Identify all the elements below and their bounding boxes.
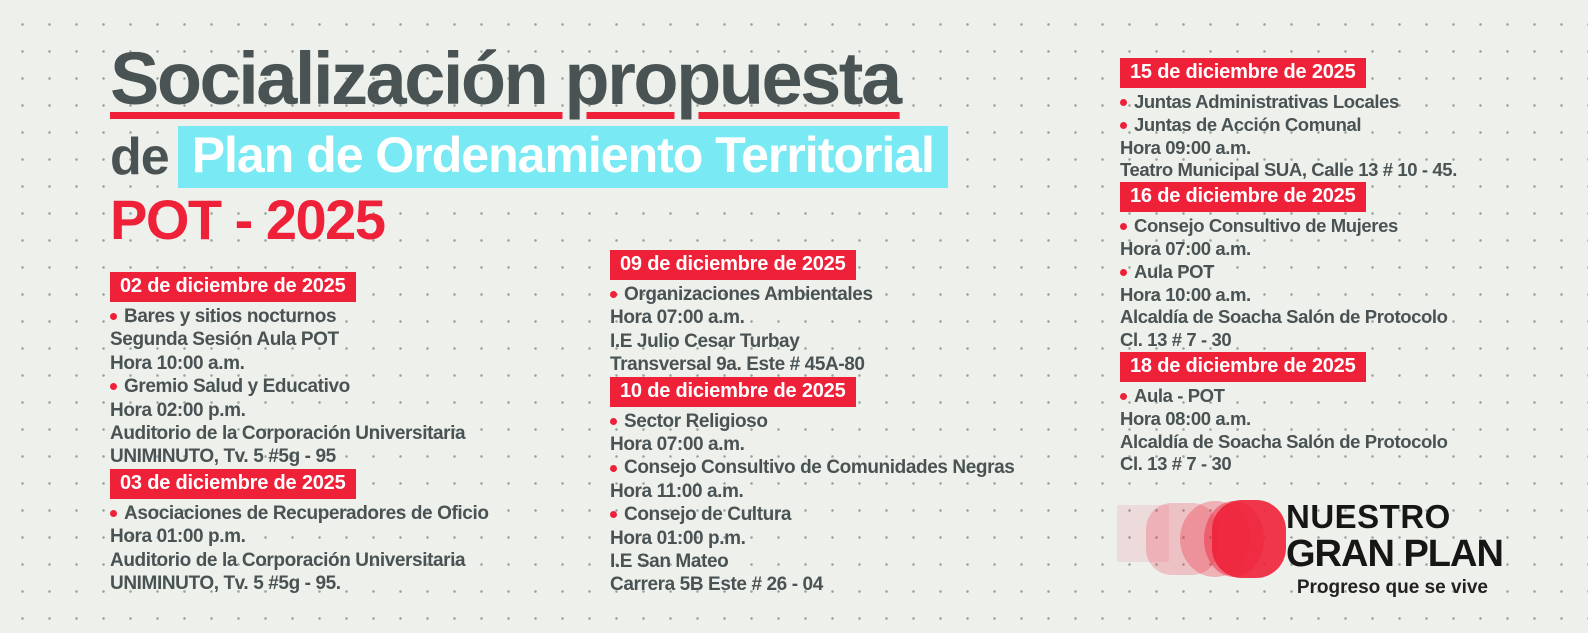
schedule-line xyxy=(1120,385,1575,408)
schedule-line xyxy=(1120,91,1575,114)
bullet-icon xyxy=(1120,99,1127,106)
poster-subtitle xyxy=(110,126,948,188)
subtitle-highlight: Plan de Ordenamiento Territorial xyxy=(178,126,948,188)
schedule-line xyxy=(610,527,1090,550)
schedule-line xyxy=(1120,408,1575,431)
schedule-block-dec03 xyxy=(110,469,590,596)
line-text: Sector Religioso xyxy=(624,410,768,432)
line-text: Cl. 13 # 7 - 30 xyxy=(1120,329,1232,351)
line-text: Alcaldía de Soacha Salón de Protocolo xyxy=(1120,430,1448,452)
logo-nuestro-gran-plan xyxy=(1100,493,1503,608)
schedule-line xyxy=(110,375,590,398)
schedule-line xyxy=(110,525,590,548)
schedule-line xyxy=(110,445,590,468)
schedule-line xyxy=(110,422,590,445)
schedule-line xyxy=(610,456,1090,479)
schedule-line xyxy=(110,305,590,328)
bullet-icon xyxy=(610,465,617,472)
line-text: Juntas de Acción Comunal xyxy=(1134,113,1362,135)
line-text: Hora 11:00 a.m. xyxy=(610,480,744,502)
line-text: Consejo Consultivo de Comunidades Negras xyxy=(624,457,1015,479)
line-text: Segunda Sesión Aula POT xyxy=(110,329,339,351)
line-text: I.E San Mateo xyxy=(610,551,729,573)
line-text: Organizaciones Ambientales xyxy=(624,284,873,305)
schedule-line xyxy=(1120,306,1575,329)
line-text: Aula POT xyxy=(1134,260,1215,282)
bullet-icon xyxy=(110,383,117,390)
bullet-icon xyxy=(1120,393,1127,400)
date-badge: 18 de diciembre de 2025 xyxy=(1120,352,1366,382)
date-badge: 15 de diciembre de 2025 xyxy=(1120,58,1366,88)
line-text: Hora 08:00 a.m. xyxy=(1120,407,1251,429)
schedule-line xyxy=(610,306,1090,329)
line-text: Hora 01:00 p.m. xyxy=(610,527,746,549)
schedule-line xyxy=(110,399,590,422)
schedule-block-dec02 xyxy=(110,272,590,469)
line-text: Hora 07:00 a.m. xyxy=(1120,237,1251,259)
line-text: Hora 10:00 a.m. xyxy=(1120,283,1251,305)
schedule-line xyxy=(110,352,590,375)
line-text: Auditorio de la Corporación Universitaria xyxy=(110,423,466,445)
schedule-line xyxy=(110,328,590,351)
schedule-line xyxy=(1120,238,1575,261)
subtitle-prefix: de xyxy=(110,128,169,186)
line-text: Alcaldía de Soacha Salón de Protocolo xyxy=(1120,306,1448,328)
schedule-block-dec10 xyxy=(610,377,1090,597)
schedule-block-dec15 xyxy=(1120,58,1575,182)
logo-wordmark xyxy=(1286,499,1503,573)
bullet-icon xyxy=(610,291,617,298)
schedule-line xyxy=(610,283,1090,306)
line-text: Asociaciones de Recuperadores de Oficio xyxy=(124,502,489,524)
schedule-line xyxy=(610,550,1090,573)
line-text: Transversal 9a. Este # 45A-80 xyxy=(610,354,865,376)
schedule-line xyxy=(610,503,1090,526)
line-text: UNIMINUTO, Tv. 5 #5g - 95. xyxy=(110,573,341,595)
logo-tagline: Progreso que se vive xyxy=(1296,577,1488,598)
line-text: Bares y sitios nocturnos xyxy=(124,306,337,327)
poster-title-text: Socialización propuesta xyxy=(110,37,900,120)
date-badge: 10 de diciembre de 2025 xyxy=(610,377,856,407)
line-text: Gremio Salud y Educativo xyxy=(124,376,350,398)
bullet-icon xyxy=(1120,269,1127,276)
bullet-icon xyxy=(610,511,617,518)
date-badge: 02 de diciembre de 2025 xyxy=(110,272,356,302)
schedule-column-left xyxy=(110,272,590,595)
schedule-line xyxy=(1120,114,1575,137)
schedule-block-dec18 xyxy=(1120,352,1575,476)
line-text: UNIMINUTO, Tv. 5 #5g - 95 xyxy=(110,446,336,468)
schedule-line xyxy=(110,572,590,595)
line-text: Juntas Administrativas Locales xyxy=(1134,91,1399,112)
schedule-line xyxy=(610,573,1090,596)
schedule-line xyxy=(110,502,590,525)
date-badge: 03 de diciembre de 2025 xyxy=(110,469,356,499)
schedule-line xyxy=(1120,453,1575,476)
line-text: I.E Julio Cesar Turbay xyxy=(610,330,800,352)
bullet-icon xyxy=(1120,122,1127,129)
line-text: Carrera 5B Este # 26 - 04 xyxy=(610,574,823,596)
line-text: Cl. 13 # 7 - 30 xyxy=(1120,453,1232,475)
date-badge: 09 de diciembre de 2025 xyxy=(610,250,856,280)
schedule-line xyxy=(110,549,590,572)
line-text: Hora 07:00 a.m. xyxy=(610,434,745,456)
schedule-line xyxy=(1120,215,1575,238)
line-text: Aula - POT xyxy=(1134,384,1225,406)
logo-mark-shape-5 xyxy=(1212,500,1286,578)
logo-name-line2: GRAN PLAN xyxy=(1286,533,1503,575)
schedule-line xyxy=(1120,284,1575,307)
date-badge: 16 de diciembre de 2025 xyxy=(1120,182,1366,212)
schedule-line xyxy=(1120,431,1575,454)
line-text: Consejo Consultivo de Mujeres xyxy=(1134,215,1398,237)
schedule-block-dec16 xyxy=(1120,182,1575,352)
schedule-line xyxy=(610,480,1090,503)
line-text: Auditorio de la Corporación Universitaria xyxy=(110,549,466,571)
schedule-line xyxy=(610,353,1090,376)
line-text: Hora 02:00 p.m. xyxy=(110,399,246,421)
schedule-line xyxy=(610,330,1090,353)
schedule-column-right xyxy=(1120,58,1575,476)
poster-title xyxy=(110,37,900,120)
line-text: Hora 10:00 a.m. xyxy=(110,352,245,374)
schedule-line xyxy=(1120,261,1575,284)
line-text: Teatro Municipal SUA, Calle 13 # 10 - 45. xyxy=(1120,159,1457,181)
bullet-icon xyxy=(1120,223,1127,230)
bullet-icon xyxy=(110,313,117,320)
schedule-column-middle xyxy=(610,250,1090,597)
schedule-line xyxy=(1120,137,1575,160)
line-text: Hora 07:00 a.m. xyxy=(610,307,745,329)
schedule-block-dec09 xyxy=(610,250,1090,377)
schedule-line xyxy=(1120,329,1575,352)
line-text: Hora 01:00 p.m. xyxy=(110,526,246,548)
poster-pot-year: POT - 2025 xyxy=(110,188,385,251)
bullet-icon xyxy=(110,510,117,517)
logo-name-line1: NUESTRO xyxy=(1286,498,1451,535)
schedule-line xyxy=(610,433,1090,456)
bullet-icon xyxy=(610,418,617,425)
schedule-line xyxy=(610,410,1090,433)
line-text: Consejo de Cultura xyxy=(624,504,791,526)
schedule-line xyxy=(1120,159,1575,182)
line-text: Hora 09:00 a.m. xyxy=(1120,136,1251,158)
